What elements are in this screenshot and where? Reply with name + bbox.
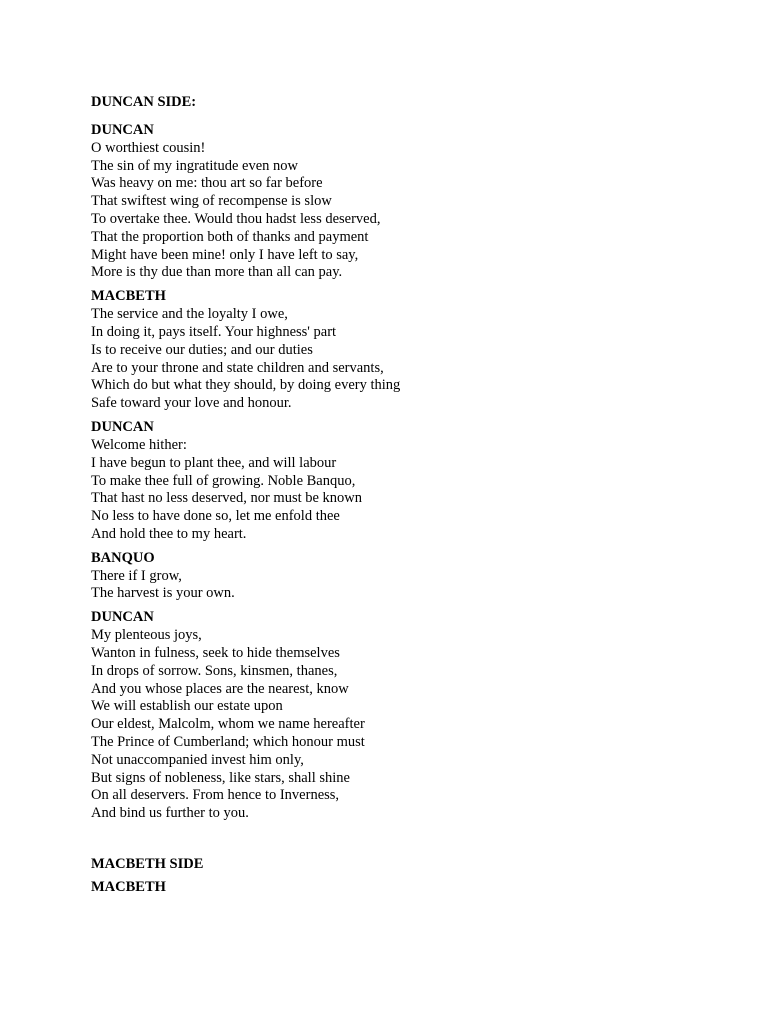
verse-line: But signs of nobleness, like stars, shall shine (91, 769, 350, 786)
verse-line: Are to your throne and state children and servants, (91, 359, 384, 376)
verse-line: And bind us further to you. (91, 805, 249, 822)
verse-line: The harvest is your own. (91, 585, 235, 602)
speaker-name: BANQUO (91, 549, 155, 566)
verse-line: Wanton in fulness, seek to hide themselves (91, 645, 340, 662)
verse-line: In drops of sorrow. Sons, kinsmen, thanes, (91, 662, 338, 679)
verse-line: My plenteous joys, (91, 627, 202, 644)
verse-line: Might have been mine! only I have left to say, (91, 246, 359, 263)
speech-block (91, 288, 731, 413)
document-content (91, 93, 731, 897)
verse-line: No less to have done so, let me enfold thee (91, 508, 340, 525)
verse-line: Safe toward your love and honour. (91, 395, 292, 412)
verse-line: In doing it, pays itself. Your highness' part (91, 323, 337, 340)
speaker-name: DUNCAN (91, 609, 154, 626)
verse-line: That hast no less deserved, nor must be known (91, 490, 363, 507)
verse-line: There if I grow, (91, 567, 182, 584)
verse-line: The Prince of Cumberland; which honour must (91, 734, 365, 751)
speech-block (91, 122, 731, 282)
verse-line: Which do but what they should, by doing every thing (91, 377, 401, 394)
verse-line: On all deservers. From hence to Inverness, (91, 787, 340, 804)
speech-block (91, 419, 731, 544)
speaker-name: DUNCAN (91, 122, 154, 138)
verse-line: O worthiest cousin! (91, 139, 206, 156)
verse-line: Not unaccompanied invest him only, (91, 751, 304, 768)
speaker-name: MACBETH (91, 288, 166, 305)
verse-line: We will establish our estate upon (91, 698, 283, 715)
speech-block (91, 609, 731, 823)
verse-line: More is thy due than more than all can pay. (91, 264, 343, 281)
speaker-name: MACBETH (91, 879, 166, 896)
verse-line: Was heavy on me: thou art so far before (91, 175, 323, 192)
verse-line: To overtake thee. Would thou hadst less deserved, (91, 210, 381, 227)
verse-line: Welcome hither: (91, 436, 187, 453)
verse-line: To make thee full of growing. Noble Banquo, (91, 472, 356, 489)
verse-line: The service and the loyalty I owe, (91, 306, 288, 323)
verse-line: And hold thee to my heart. (91, 525, 247, 542)
speech-block (91, 879, 731, 897)
speaker-name: DUNCAN (91, 419, 154, 436)
section-heading-macbeth-side: MACBETH SIDE (91, 856, 204, 873)
verse-line: The sin of my ingratitude even now (91, 157, 298, 174)
verse-line: That swiftest wing of recompense is slow (91, 193, 332, 210)
verse-line: I have begun to plant thee, and will labour (91, 454, 337, 471)
verse-line: That the proportion both of thanks and payment (91, 228, 369, 245)
verse-line: And you whose places are the nearest, know (91, 680, 349, 697)
speech-block (91, 550, 731, 603)
section-heading-duncan-side: DUNCAN SIDE: (91, 94, 197, 110)
verse-line: Our eldest, Malcolm, whom we name hereafter (91, 716, 365, 733)
verse-line: Is to receive our duties; and our duties (91, 341, 313, 358)
